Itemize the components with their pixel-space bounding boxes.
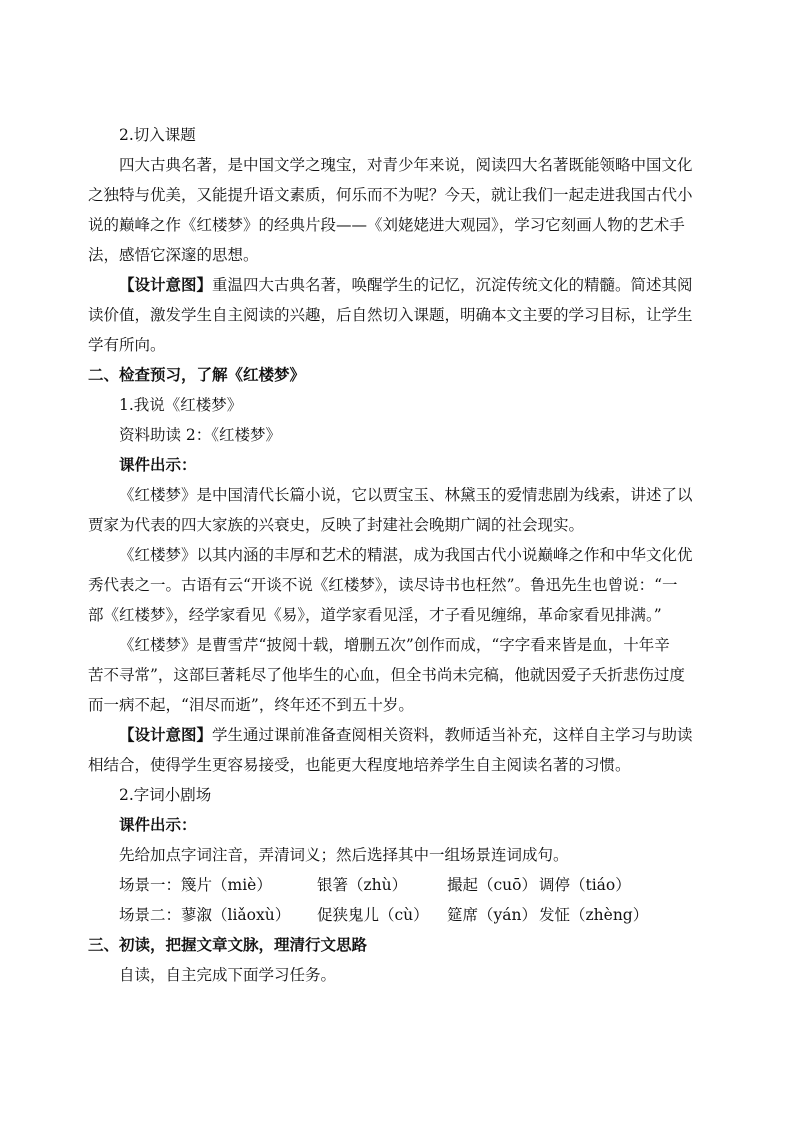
subsection-title: 1.我说《红楼梦》 <box>119 396 243 414</box>
paragraph-author <box>88 630 720 720</box>
task-text: 自读，自主完成下面学习任务。 <box>119 966 337 984</box>
courseware-label: 课件出示： <box>119 455 197 474</box>
vocab-item: 调停（tiáo） <box>539 876 631 894</box>
resource-label: 资料助读 2：《红楼梦》 <box>119 426 282 444</box>
section-heading: 二、检查预习，了解《红楼梦》 <box>88 365 306 384</box>
text-line <box>88 270 720 300</box>
vocab-item: 蓼溆（liǎoxù） <box>181 906 291 924</box>
instruction-text: 先给加点字词注音，弄清词义；然后选择其中一组场景连词成句。 <box>119 846 569 864</box>
vocab-item: 促狭鬼儿（cù） <box>317 906 429 924</box>
subsection-title: 2.字词小剧场 <box>119 786 212 804</box>
text-line: 之独特与优美，又能提升语文素质，何乐而不为呢？今天，就让我们一起走进我国古代小 <box>88 186 693 204</box>
scene-label: 场景二： <box>119 906 182 924</box>
scene-two-row <box>88 900 720 930</box>
text-line: 贾家为代表的四大家族的兴衰史，反映了封建社会晚期广阔的社会现实。 <box>88 516 585 534</box>
text-line: 相结合，使得学生更容易接受，也能更大程度地培养学生自主阅读名著的习惯。 <box>88 756 631 774</box>
text-line: 法，感悟它深邃的思想。 <box>88 246 259 264</box>
design-intent-paragraph <box>88 270 720 360</box>
text-line: 《红楼梦》是曹雪芹“披阅十载，增删五次”创作而成，“字字看来皆是血，十年辛 <box>119 636 670 654</box>
text-line: 四大古典名著，是中国文学之瑰宝，对青少年来说，阅读四大名著既能领略中国文化 <box>119 156 693 174</box>
scene-label: 场景一： <box>119 876 182 894</box>
design-intent-label: 【设计意图】 <box>119 725 213 744</box>
vocab-item: 筵席（yán） <box>447 906 537 924</box>
text-line: 《红楼梦》以其内涵的丰厚和艺术的精湛，成为我国古代小说巅峰之作和中华文化优 <box>119 546 693 564</box>
vocab-item: 篾片（miè） <box>181 876 272 894</box>
text-line: 说的巅峰之作《红楼梦》的经典片段——《刘姥姥进大观园》，学习它刻画人物的艺术手 <box>88 216 685 234</box>
section-heading: 三、初读，把握文章文脉，理清行文思路 <box>88 935 368 954</box>
design-intent-label: 【设计意图】 <box>119 275 213 294</box>
text-line: 秀代表之一。古语有云“开谈不说《红楼梦》，读尽诗书也枉然”。鲁迅先生也曾说：“一 <box>88 576 678 594</box>
text-line: 学有所向。 <box>88 336 166 354</box>
paragraph-novel-summary <box>88 480 720 540</box>
subsection-title: 2.切入课题 <box>119 126 196 144</box>
document-body <box>88 120 720 990</box>
design-intent-paragraph <box>88 720 720 780</box>
text-line: 读价值，激发学生自主阅读的兴趣，后自然切入课题，明确本文主要的学习目标，让学生 <box>88 306 693 324</box>
paragraph-intro <box>88 150 720 270</box>
text-line: 苦不寻常”，这部巨著耗尽了他毕生的心血，但全书尚未完稿，他就因爱子夭折悲伤过度 <box>88 666 685 684</box>
vocab-item: 银箸（zhù） <box>317 876 408 894</box>
text-line <box>88 720 720 750</box>
text-line: 部《红楼梦》，经学家看见《易》，道学家看见淫，才子看见缠绵，革命家看见排满。” <box>88 606 662 624</box>
courseware-label: 课件出示： <box>119 815 197 834</box>
design-intent-text: 重温四大古典名著，唤醒学生的记忆，沉淀传统文化的精髓。简述其阅 <box>212 276 693 294</box>
vocab-item: 发怔（zhèng） <box>539 906 649 924</box>
paragraph-novel-value <box>88 540 720 630</box>
scene-one-row <box>88 870 720 900</box>
text-line: 《红楼梦》是中国清代长篇小说，它以贾宝玉、林黛玉的爱情悲剧为线索，讲述了以 <box>119 486 693 504</box>
vocab-item: 撮起（cuō） <box>447 876 537 894</box>
design-intent-text: 学生通过课前准备查阅相关资料，教师适当补充，这样自主学习与助读 <box>212 726 693 744</box>
text-line: 而一病不起，“泪尽而逝”，终年还不到五十岁。 <box>88 696 414 714</box>
